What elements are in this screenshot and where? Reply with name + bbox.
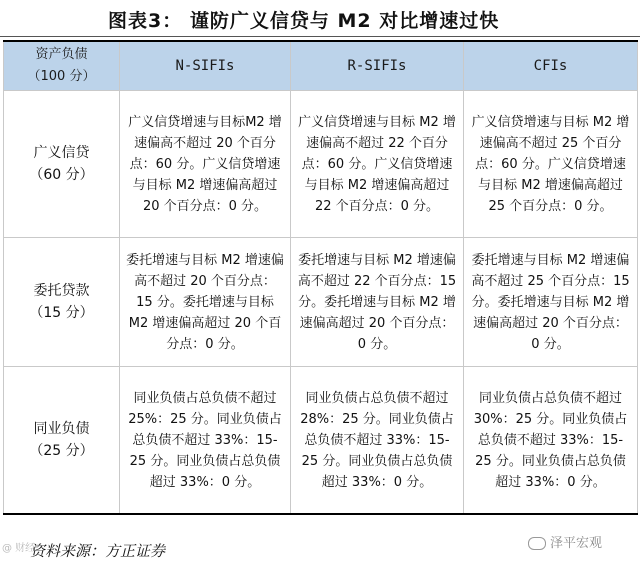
watermark-left: @ 财经 bbox=[2, 543, 36, 554]
header-item bbox=[4, 41, 120, 91]
table-cell: 同业负债占总负债不超过 30%：25 分。同业负债占总负债不超过 33%：15-25 分。同业负债占总负债超过 33%：0 分。 bbox=[464, 367, 638, 515]
table-row bbox=[4, 238, 638, 367]
watermark-right-label: 泽平宏观 bbox=[550, 536, 603, 551]
table-row bbox=[4, 91, 638, 238]
table-row bbox=[4, 367, 638, 515]
table-cell: 广义信贷增速与目标 M2 增速偏高不超过 22 个百分点：60 分。广义信贷增速与目标 M2 增速偏高超过 22 个百分点：0 分。 bbox=[291, 91, 464, 238]
table-cell: 委托增速与目标 M2 增速偏高不超过 22 个百分点：15 分。委托增速与目标 M2 增速偏高超过 20 个百分点：0 分。 bbox=[291, 238, 464, 367]
figure-title: 图表3： 谨防广义信贷与 M2 对比增速过快 bbox=[108, 10, 500, 32]
source-note: 资料来源：方正证券 bbox=[30, 542, 166, 560]
table-cell: 委托增速与目标 M2 增速偏高不超过 20 个百分点：15 分。委托增速与目标 M2 增速偏高超过 20 个百分点：0 分。 bbox=[120, 238, 291, 367]
header-col-rsifis: R-SIFIs bbox=[291, 41, 464, 91]
table-header-row bbox=[4, 41, 638, 91]
table-cell: 委托增速与目标 M2 增速偏高不超过 25 个百分点：15 分。委托增速与目标 M2 增速偏高超过 20 个百分点：0 分。 bbox=[464, 238, 638, 367]
watermark-right bbox=[528, 532, 602, 551]
title-divider bbox=[0, 36, 640, 37]
assessment-table bbox=[3, 40, 638, 515]
table-cell: 广义信贷增速与目标M2 增速偏高不超过 20 个百分点：60 分。广义信贷增速与目标 M2 增速偏高超过 20 个百分点：0 分。 bbox=[120, 91, 291, 238]
row-label-text: 委托贷款 （15 分） bbox=[29, 283, 94, 321]
header-col-nsifis: N-SIFIs bbox=[120, 41, 291, 91]
row-label-text: 广义信贷 （60 分） bbox=[29, 145, 94, 183]
table-cell: 广义信贷增速与目标 M2 增速偏高不超过 25 个百分点：60 分。广义信贷增速与目标 M2 增速偏高超过 25 个百分点：0 分。 bbox=[464, 91, 638, 238]
table-cell: 同业负债占总负债不超过 25%：25 分。同业负债占总负债不超过 33%：15-25 分。同业负债占总负债超过 33%：0 分。 bbox=[120, 367, 291, 515]
row-label-entrusted bbox=[4, 238, 120, 367]
table-cell: 同业负债占总负债不超过 28%：25 分。同业负债占总负债不超过 33%：15-25 分。同业负债占总负债超过 33%：0 分。 bbox=[291, 367, 464, 515]
row-label-interbank bbox=[4, 367, 120, 515]
header-item-label: 资产负债 （100 分） bbox=[27, 47, 96, 84]
row-label-text: 同业负债 （25 分） bbox=[29, 421, 94, 459]
wechat-icon bbox=[528, 537, 546, 550]
row-label-credit bbox=[4, 91, 120, 238]
header-col-cfis: CFIs bbox=[464, 41, 638, 91]
